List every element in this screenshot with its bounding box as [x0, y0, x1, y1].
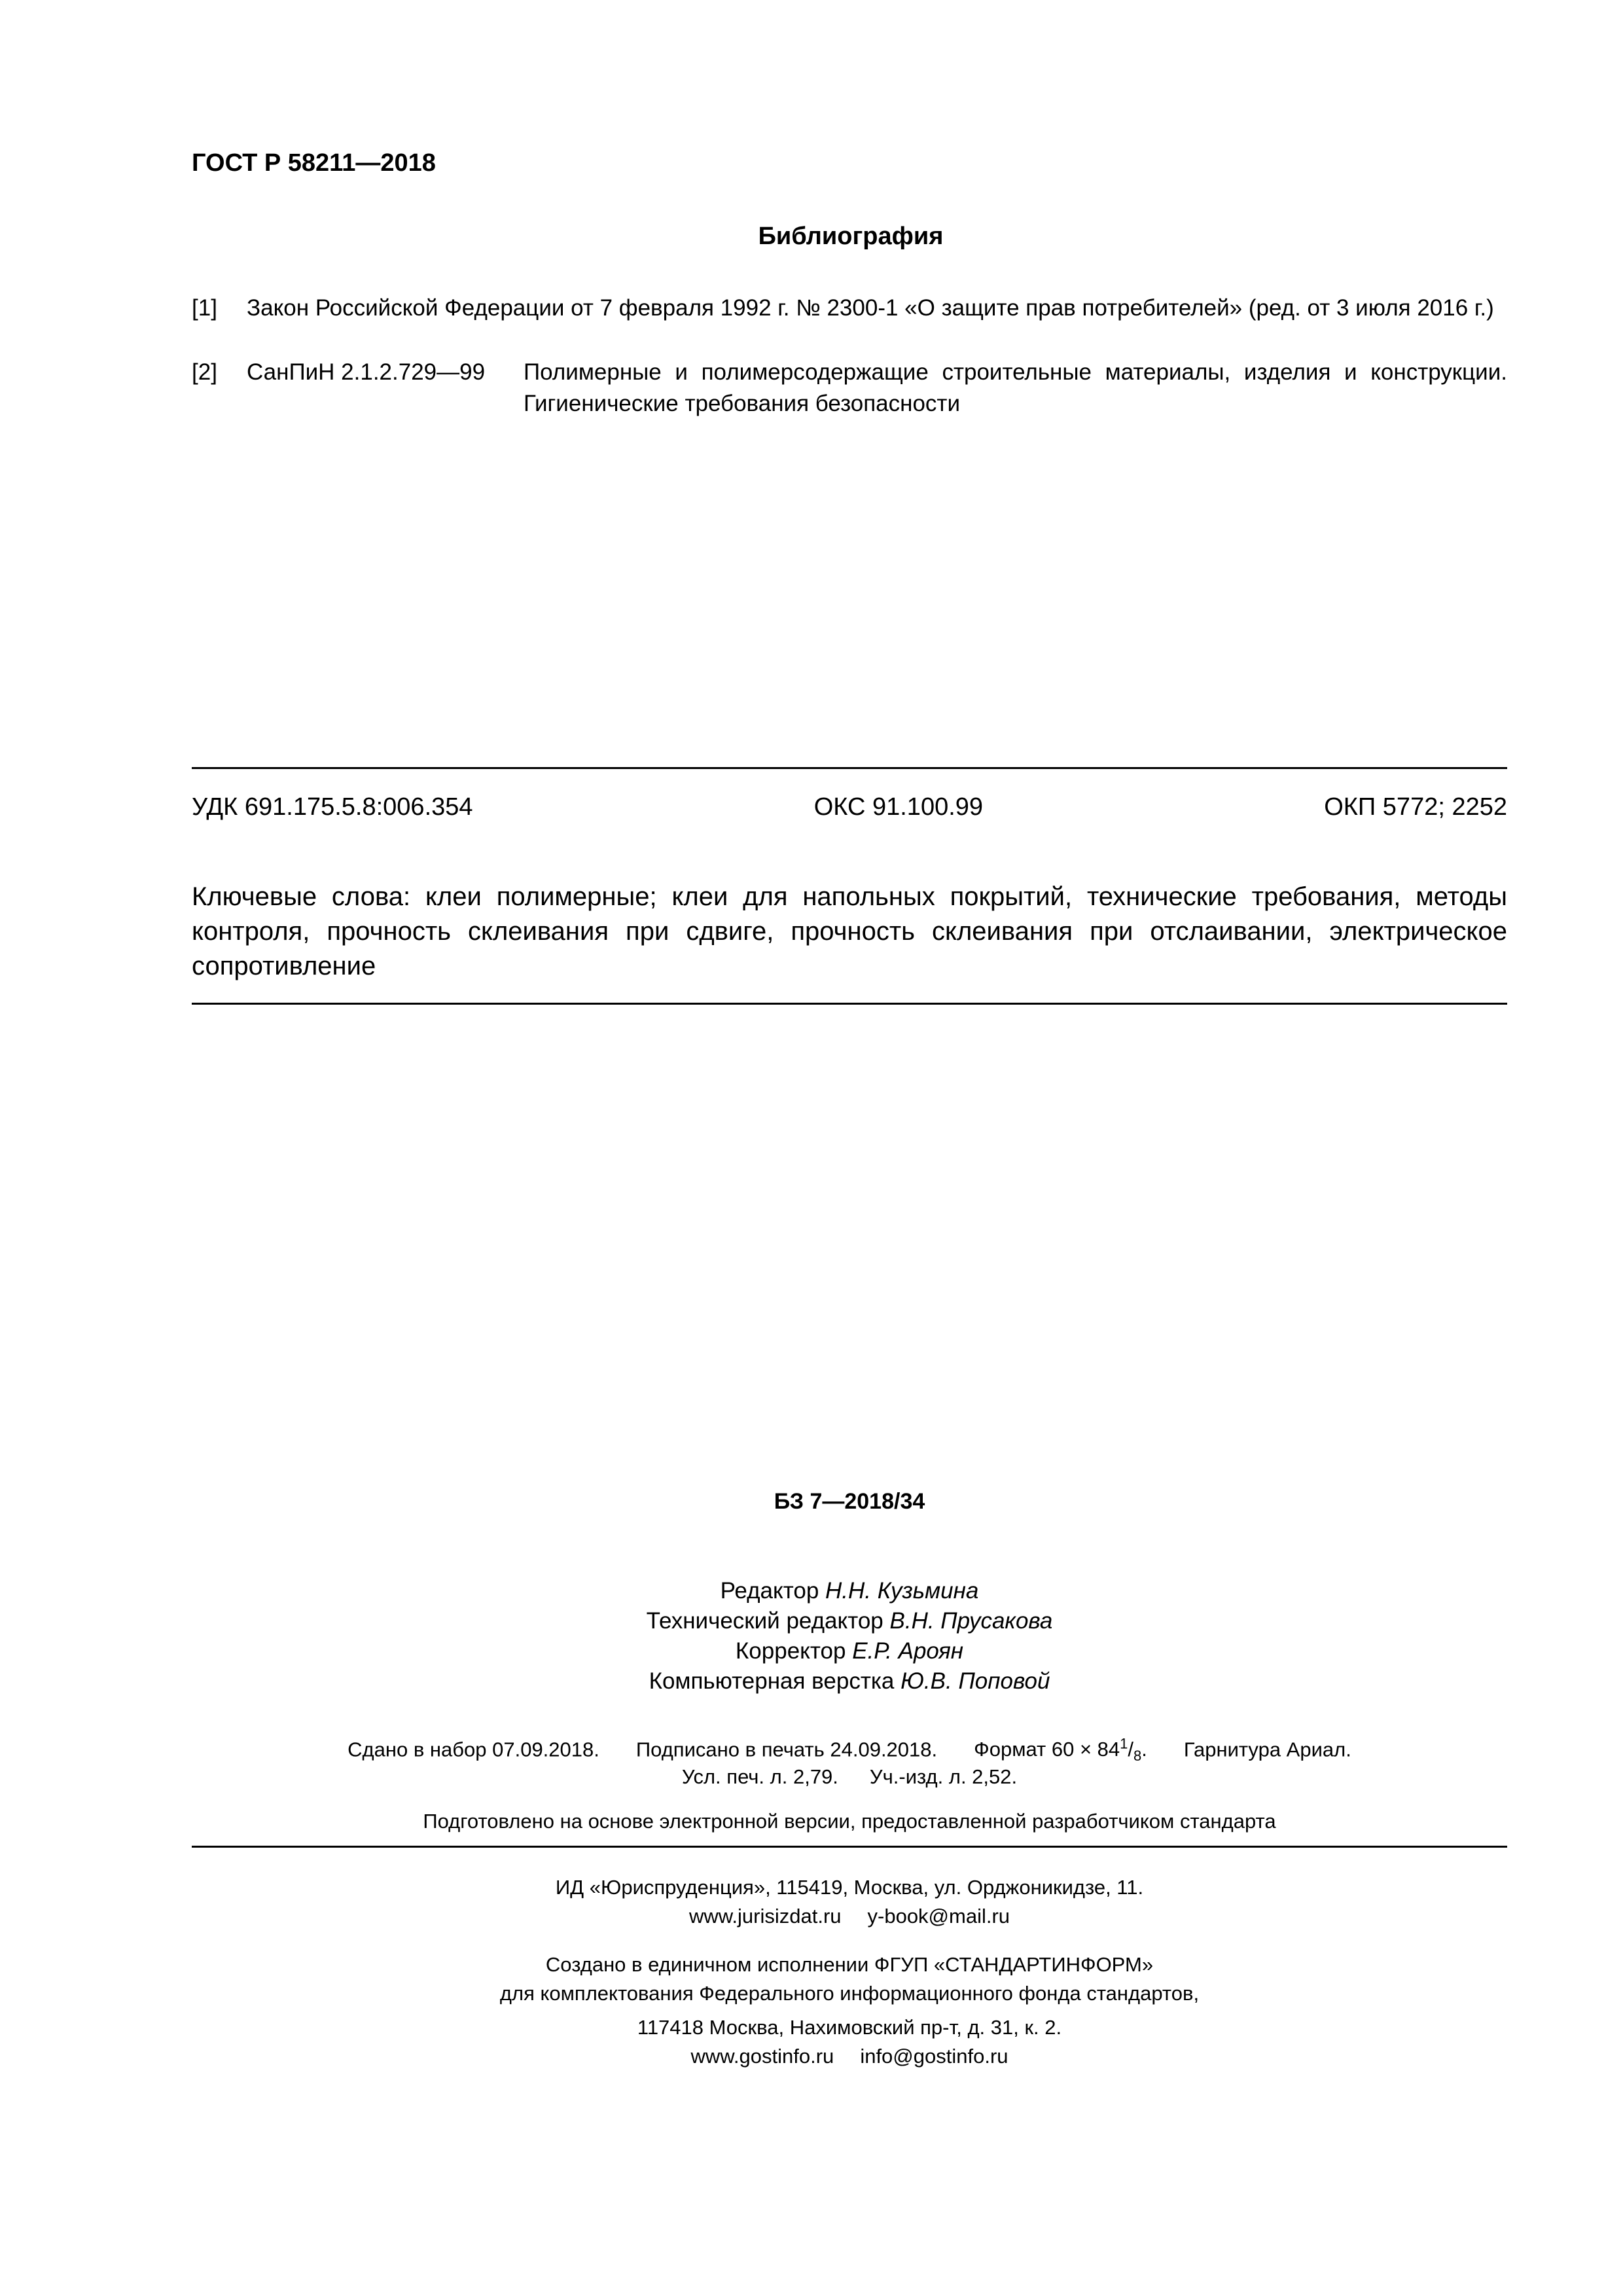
print-sheets: Усл. печ. л. 2,79. — [681, 1765, 838, 1788]
typeface: Гарнитура Ариал. — [1183, 1738, 1351, 1761]
created-line: для комплектования Федерального информационного фонда стандартов, — [499, 1982, 1200, 2005]
address-block — [192, 2013, 1507, 2071]
site-link[interactable]: www.gostinfo.ru — [690, 2045, 834, 2068]
sheet-details — [192, 1765, 1507, 1789]
udk-code: УДК 691.175.5.8:006.354 — [192, 793, 473, 821]
prepared-note: Подготовлено на основе электронной версии, предоставленной разработчиком стандарта — [423, 1810, 1276, 1833]
address-contacts — [192, 2042, 1507, 2071]
okp-code: ОКП 5772; 2252 — [1324, 793, 1507, 821]
divider-top — [192, 767, 1507, 769]
print-details — [192, 1736, 1507, 1765]
bibliography-item-number: [2] — [192, 359, 217, 385]
bz-number: БЗ 7—2018/34 — [774, 1489, 925, 1514]
signed-date: Подписано в печать 24.09.2018. — [635, 1738, 938, 1761]
divider-bottom — [192, 1846, 1507, 1848]
format: Формат $60 \times 84^1/_8$. — [974, 1736, 1147, 1765]
bibliography-item-text: Полимерные и полимерсодержащие строительные материалы, изделия и конструкции. Гигиенические требования безопасности — [524, 359, 1507, 416]
publisher-site-link[interactable]: www.jurisizdat.ru — [688, 1905, 842, 1928]
credit-line: Корректор Е.Р. Ароян — [735, 1638, 964, 1664]
publisher-email-link[interactable]: y-book@mail.ru — [867, 1905, 1010, 1928]
classification-codes — [192, 793, 1507, 821]
typeset-date: Сдано в набор 07.09.2018. — [348, 1738, 599, 1761]
address-line: 117418 Москва, Нахимовский пр-т, д. 31, к. 2. — [637, 2016, 1062, 2039]
bibliography-item-text: Закон Российской Федерации от 7 февраля 1992 г. № 2300-1 «О защите прав потребителей» (ред. от 3 июля 2016 г.) — [247, 295, 1494, 321]
created-line: Создано в единичном исполнении ФГУП «СТАНДАРТИНФОРМ» — [545, 1953, 1154, 1976]
divider-keywords — [192, 1003, 1507, 1005]
bibliography-item-code: СанПиН 2.1.2.729—99 — [247, 359, 486, 385]
credit-line: Технический редактор В.Н. Прусакова — [646, 1608, 1053, 1634]
publisher-block — [192, 1873, 1507, 1931]
bibliography-item-number: [1] — [192, 295, 217, 321]
bibliography-title: Библиография — [758, 223, 944, 250]
publisher-address: ИД «Юриспруденция», 115419, Москва, ул. Орджоникидзе, 11. — [555, 1876, 1144, 1899]
credit-line: Компьютерная верстка Ю.В. Поповой — [649, 1668, 1050, 1694]
credits — [192, 1576, 1507, 1696]
oks-code: ОКС 91.100.99 — [813, 793, 984, 821]
pub-sheets: Уч.-изд. л. 2,52. — [869, 1765, 1018, 1788]
document-code: ГОСТ Р 58211—2018 — [192, 149, 436, 177]
email-link[interactable]: info@gostinfo.ru — [860, 2045, 1008, 2068]
publisher-contacts — [192, 1902, 1507, 1931]
created-block — [192, 1950, 1507, 2008]
credit-line: Редактор Н.Н. Кузьмина — [720, 1578, 979, 1604]
keywords: Ключевые слова: клеи полимерные; клеи для напольных покрытий, технические требования, методы контроля, прочность склеивания при сдвиге, прочность склеивания при отслаивании, электрическое сопротивление — [192, 882, 1507, 980]
